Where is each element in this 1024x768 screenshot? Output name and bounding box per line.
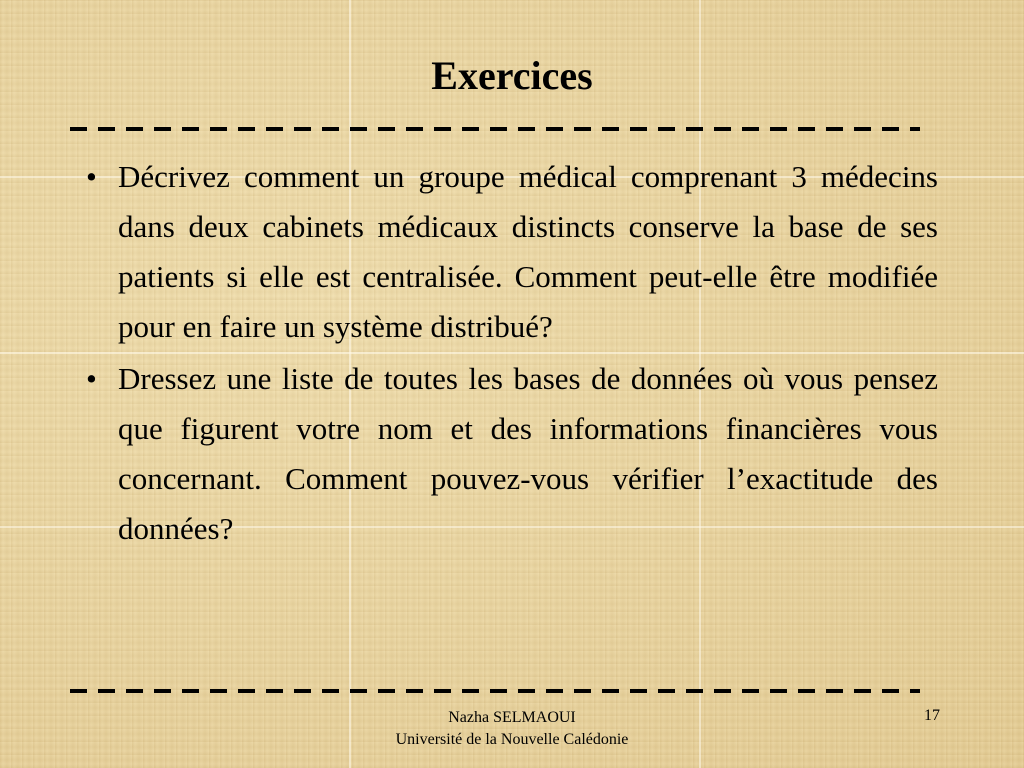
bullet-item: [78, 152, 938, 352]
bullet-text: Dressez une liste de toutes les bases de données où vous pensez que figurent votre nom et des informations financières vous concernant. Comment pouvez-vous vérifier l’exactitude des données?: [118, 361, 938, 546]
dashed-divider-bottom: [70, 689, 920, 693]
bullet-icon: •: [86, 159, 97, 194]
bullet-list: [78, 152, 938, 556]
slide-title: Exercices: [431, 53, 593, 98]
footer-author-name: Nazha SELMAOUI: [448, 709, 576, 726]
dashed-divider-top: [70, 127, 920, 131]
bullet-icon: •: [86, 361, 97, 396]
bullet-text: Décrivez comment un groupe médical comprenant 3 médecins dans deux cabinets médicaux distincts conserve la base de ses patients si elle est centralisée. Comment peut-elle être modifiée pour en faire un système distribué?: [118, 159, 938, 344]
footer-institution: Université de la Nouvelle Calédonie: [395, 731, 629, 748]
page-number: 17: [924, 707, 940, 724]
footer-credits: [312, 707, 712, 751]
bullet-item: [78, 354, 938, 554]
